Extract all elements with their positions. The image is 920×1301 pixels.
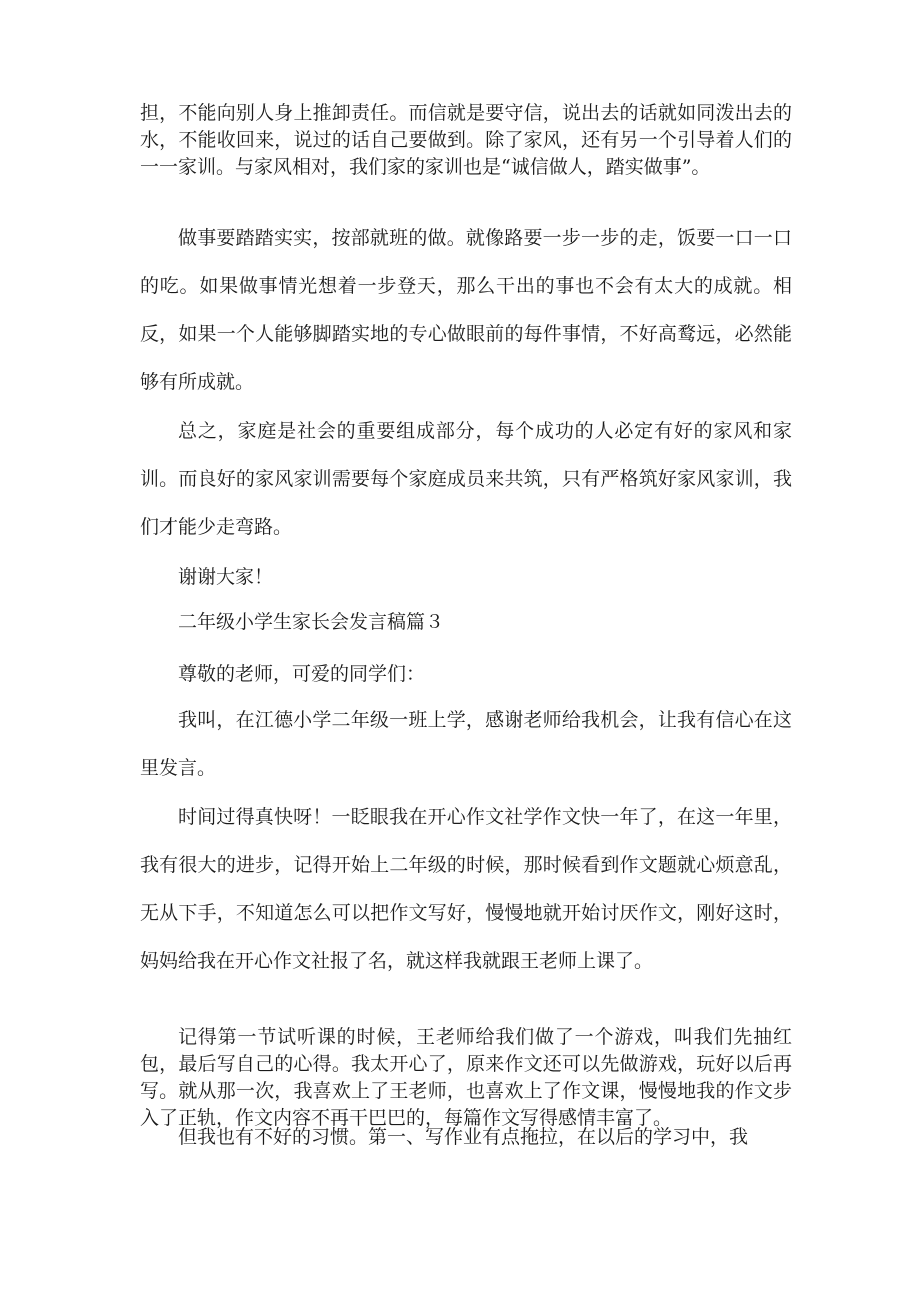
paragraph-first-class: 记得第一节试听课的时候，王老师给我们做了一个游戏，叫我们先抽红包，最后写自己的心得。我太开心了，原来作文还可以先做游戏，玩好以后再写。就从那一次，我喜欢上了王老师，也喜欢上了作文课，慢慢地我的作文步入了正轨，作文内容不再干巴巴的，每篇作文写得感情丰富了。: [140, 1026, 792, 1129]
paragraph-habits: 但我也有不好的习惯。第一、写作业有点拖拉，在以后的学习中，我: [178, 1126, 749, 1148]
paragraph-2: 做事要踏踏实实，按部就班的做。就像路要一步一步的走，饭要一口一口的吃。如果做事情光想着一步登天，那么干出的事也不会有太大的成就。相反，如果一个人能够脚踏实地的专心做眼前的每件事情，不好高鹜远，必然能够有所成就。: [140, 227, 792, 393]
salutation: 尊敬的老师，可爱的同学们：: [178, 663, 426, 685]
paragraph-time: 时间过得真快呀！一眨眼我在开心作文社学作文快一年了，在这一年里，我有很大的进步，记得开始上二年级的时候，那时候看到作文题就心烦意乱，无从下手，不知道怎么可以把作文写好，慢慢地就开始讨厌作文，刚好这时，妈妈给我在开心作文社报了名，就这样我就跟王老师上课了。: [140, 806, 792, 972]
section-heading: 二年级小学生家长会发言稿篇３: [178, 611, 445, 633]
paragraph-intro: 我叫，在江德小学二年级一班上学，感谢老师给我机会，让我有信心在这里发言。: [140, 709, 792, 779]
paragraph-1: 担，不能向别人身上推卸责任。而信就是要守信，说出去的话就如同泼出去的水，不能收回来，说过的话自己要做到。除了家风，还有另一个引导着人们的一一家训。与家风相对，我们家的家训也是“诚信做人，踏实做事”。: [140, 102, 792, 178]
closing-thanks: 谢谢大家！: [178, 566, 274, 588]
paragraph-3: 总之，家庭是社会的重要组成部分，每个成功的人必定有好的家风和家训。而良好的家风家训需要每个家庭成员来共筑，只有严格筑好家风家训，我们才能少走弯路。: [140, 420, 792, 538]
